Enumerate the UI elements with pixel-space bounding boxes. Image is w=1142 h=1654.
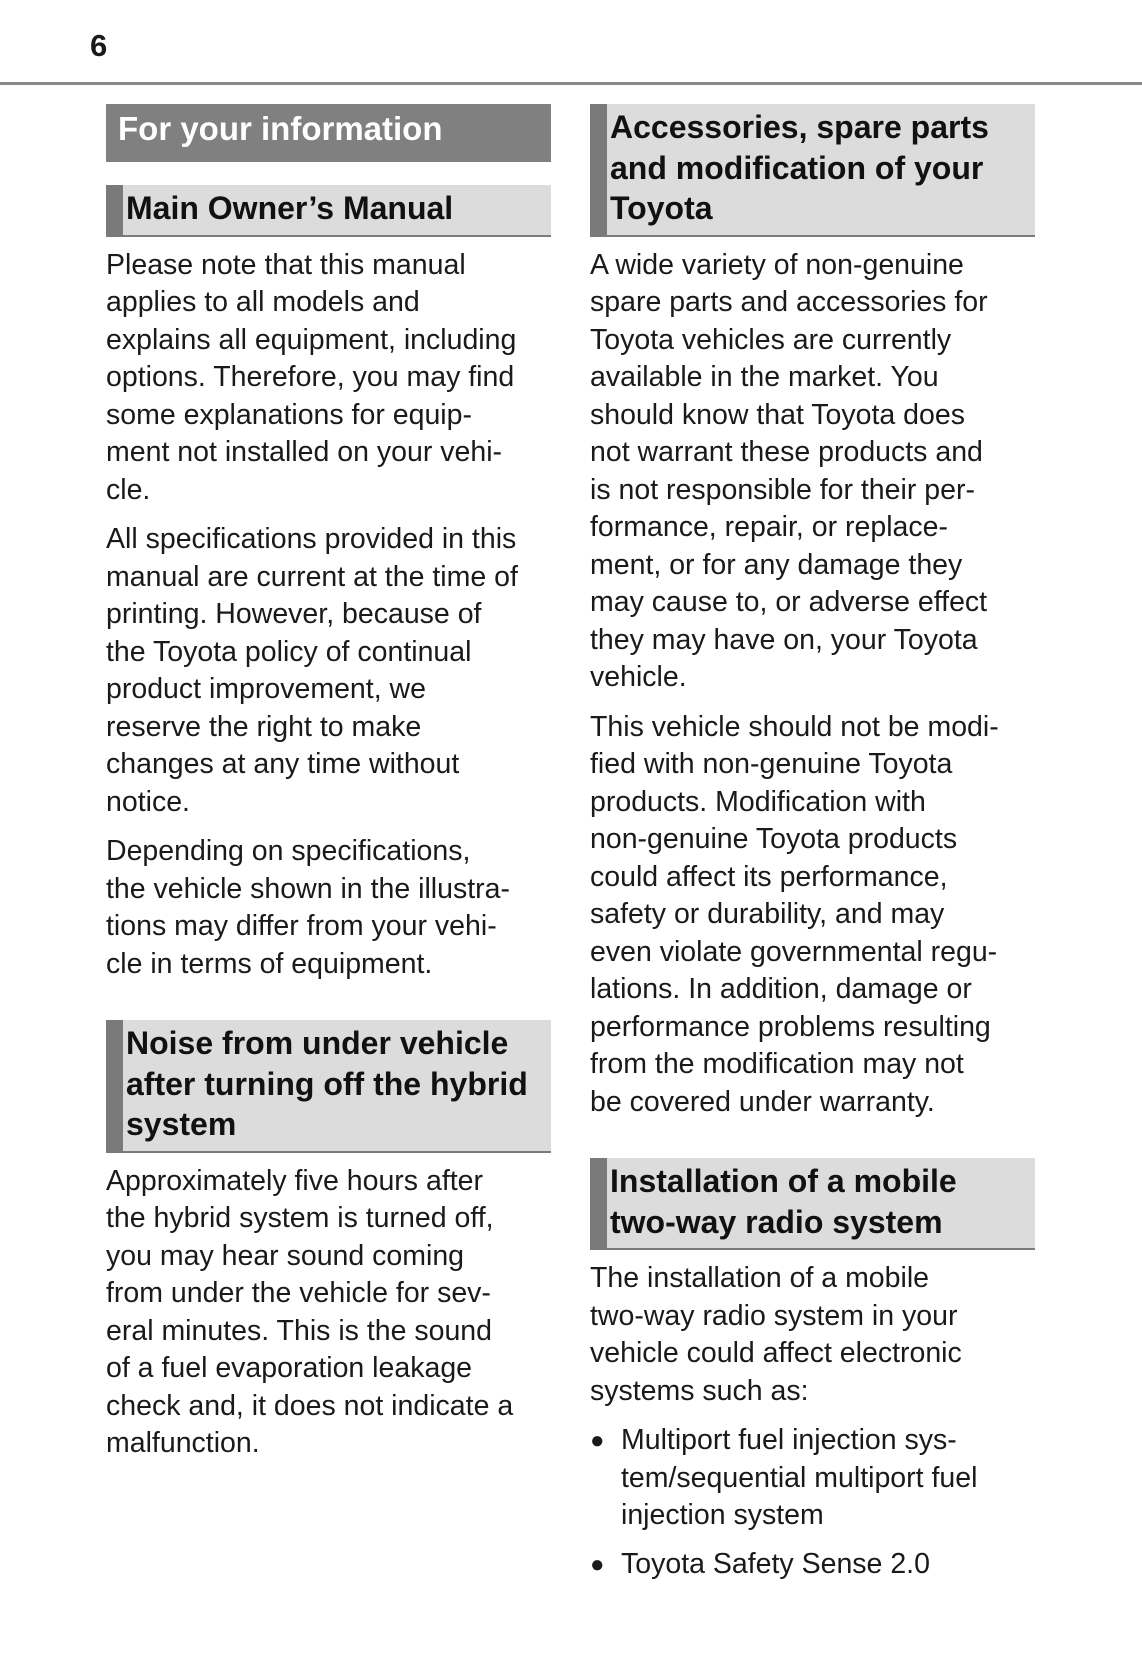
text-line: tions may differ from your vehi- [106, 910, 497, 942]
text-line: applies to all models and [106, 286, 420, 318]
text-line: the hybrid system is turned off, [106, 1202, 494, 1234]
paragraph-modification-warning [590, 709, 1035, 1122]
text-line: explains all equipment, including [106, 323, 517, 356]
text-line: be covered under warranty. [590, 1085, 935, 1118]
text-line: two-way radio system in your [590, 1299, 958, 1332]
text-line: products. Modification with [590, 785, 926, 818]
subheading-line: system [126, 1106, 237, 1142]
text-line: product improvement, we [106, 673, 426, 705]
subheading-line: two-way radio system [610, 1203, 943, 1240]
text-line: Approximately five hours after [106, 1164, 483, 1197]
text-line: malfunction. [106, 1427, 260, 1459]
text-line: Multiport fuel injection sys- [621, 1424, 957, 1456]
text-line: formance, repair, or replace- [590, 511, 948, 543]
subheading-mobile-radio-installation [590, 1158, 1035, 1250]
subheading-line: Installation of a mobile [610, 1163, 957, 1199]
text-line: All specifications provided in this [106, 523, 517, 555]
text-line: should know that Toyota does [590, 398, 965, 431]
text-line: vehicle. [590, 661, 687, 693]
text-line: tem/sequential multiport fuel [621, 1461, 978, 1494]
paragraph-specifications [106, 521, 551, 821]
text-line: Please note that this manual [106, 248, 466, 281]
paragraph-radio-effects [590, 1260, 1035, 1410]
text-line: ment, or for any damage they [590, 548, 963, 581]
list-item [590, 1546, 1035, 1584]
paragraph-illustrations [106, 833, 551, 983]
left-column [106, 104, 551, 1463]
subheading-title [123, 1020, 534, 1151]
text-line: not warrant these products and [590, 436, 983, 468]
text-line: check and, it does not indicate a [106, 1389, 514, 1422]
text-line: lations. In addition, damage or [590, 973, 972, 1005]
text-line: ment not installed on your vehi- [106, 436, 503, 468]
text-line: the vehicle shown in the illustra- [106, 872, 510, 905]
text-line: eral minutes. This is the sound [106, 1314, 493, 1347]
bullet-icon: ● [590, 1550, 605, 1578]
subheading-accent-bar [106, 1020, 123, 1151]
text-line: could affect its performance, [590, 860, 948, 893]
subheading-line: Toyota [610, 190, 713, 226]
text-line: may cause to, or adverse effect [590, 586, 988, 618]
affected-systems-list [590, 1422, 1035, 1583]
text-line: changes at any time without [106, 748, 460, 780]
text-line: some explanations for equip- [106, 398, 472, 431]
subheading-accessories-spare-parts [590, 104, 1035, 237]
text-line: cle in terms of equipment. [106, 947, 433, 980]
text-line: systems such as: [590, 1374, 809, 1407]
subheading-main-owners-manual [106, 185, 551, 237]
text-line: injection system [621, 1499, 824, 1531]
header-rule [0, 82, 1142, 85]
text-line: A wide variety of non-genuine [590, 248, 964, 281]
text-line: is not responsible for their per- [590, 473, 975, 506]
text-line: fied with non-genuine Toyota [590, 748, 953, 780]
text-line: cle. [106, 473, 151, 506]
subheading-line: Accessories, spare parts [610, 109, 989, 145]
text-line: options. Therefore, you may find [106, 361, 515, 393]
text-line: vehicle could affect electronic [590, 1337, 962, 1369]
list-item-text [621, 1546, 1035, 1584]
text-line: safety or durability, and may [590, 898, 945, 930]
text-line: Depending on specifications, [106, 835, 471, 867]
paragraph-manual-scope [106, 247, 551, 510]
page-number: 6 [90, 28, 108, 63]
subheading-line: and modification of your [610, 149, 984, 186]
text-line: from the modification may not [590, 1048, 964, 1080]
text-line: reserve the right to make [106, 710, 422, 743]
text-line: of a fuel evaporation leakage [106, 1352, 473, 1384]
subheading-line: Noise from under vehicle [126, 1025, 509, 1061]
text-line: they may have on, your Toyota [590, 623, 978, 656]
text-line: performance problems resulting [590, 1010, 991, 1043]
subheading-noise-under-vehicle [106, 1020, 551, 1153]
bullet-icon: ● [590, 1427, 605, 1454]
text-line: This vehicle should not be modi- [590, 710, 999, 743]
list-item-text [621, 1422, 1035, 1535]
text-line: even violate governmental regu- [590, 935, 998, 968]
list-item [590, 1422, 1035, 1535]
text-line: from under the vehicle for sev- [106, 1277, 491, 1309]
subheading-line: Main Owner’s Manual [126, 190, 454, 226]
text-line: Toyota vehicles are currently [590, 323, 952, 356]
subheading-line: after turning off the hybrid [126, 1065, 528, 1102]
section-banner: For your information [106, 104, 551, 162]
text-line: the Toyota policy of continual [106, 635, 472, 668]
right-column [590, 104, 1035, 1594]
paragraph-evaporation-check [106, 1163, 551, 1463]
text-line: available in the market. You [590, 361, 939, 393]
subheading-accent-bar [590, 104, 607, 235]
subheading-title [123, 185, 459, 235]
text-line: Toyota Safety Sense 2.0 [621, 1547, 930, 1580]
text-line: manual are current at the time of [106, 560, 518, 593]
text-line: The installation of a mobile [590, 1262, 930, 1294]
text-line: notice. [106, 785, 190, 818]
subheading-title [607, 1158, 963, 1248]
paragraph-non-genuine-parts [590, 247, 1035, 697]
text-line: spare parts and accessories for [590, 286, 988, 318]
subheading-accent-bar [106, 185, 123, 235]
text-line: printing. However, because of [106, 598, 482, 630]
subheading-accent-bar [590, 1158, 607, 1248]
subheading-title [607, 104, 995, 235]
text-line: non-genuine Toyota products [590, 823, 958, 855]
text-line: you may hear sound coming [106, 1239, 465, 1272]
